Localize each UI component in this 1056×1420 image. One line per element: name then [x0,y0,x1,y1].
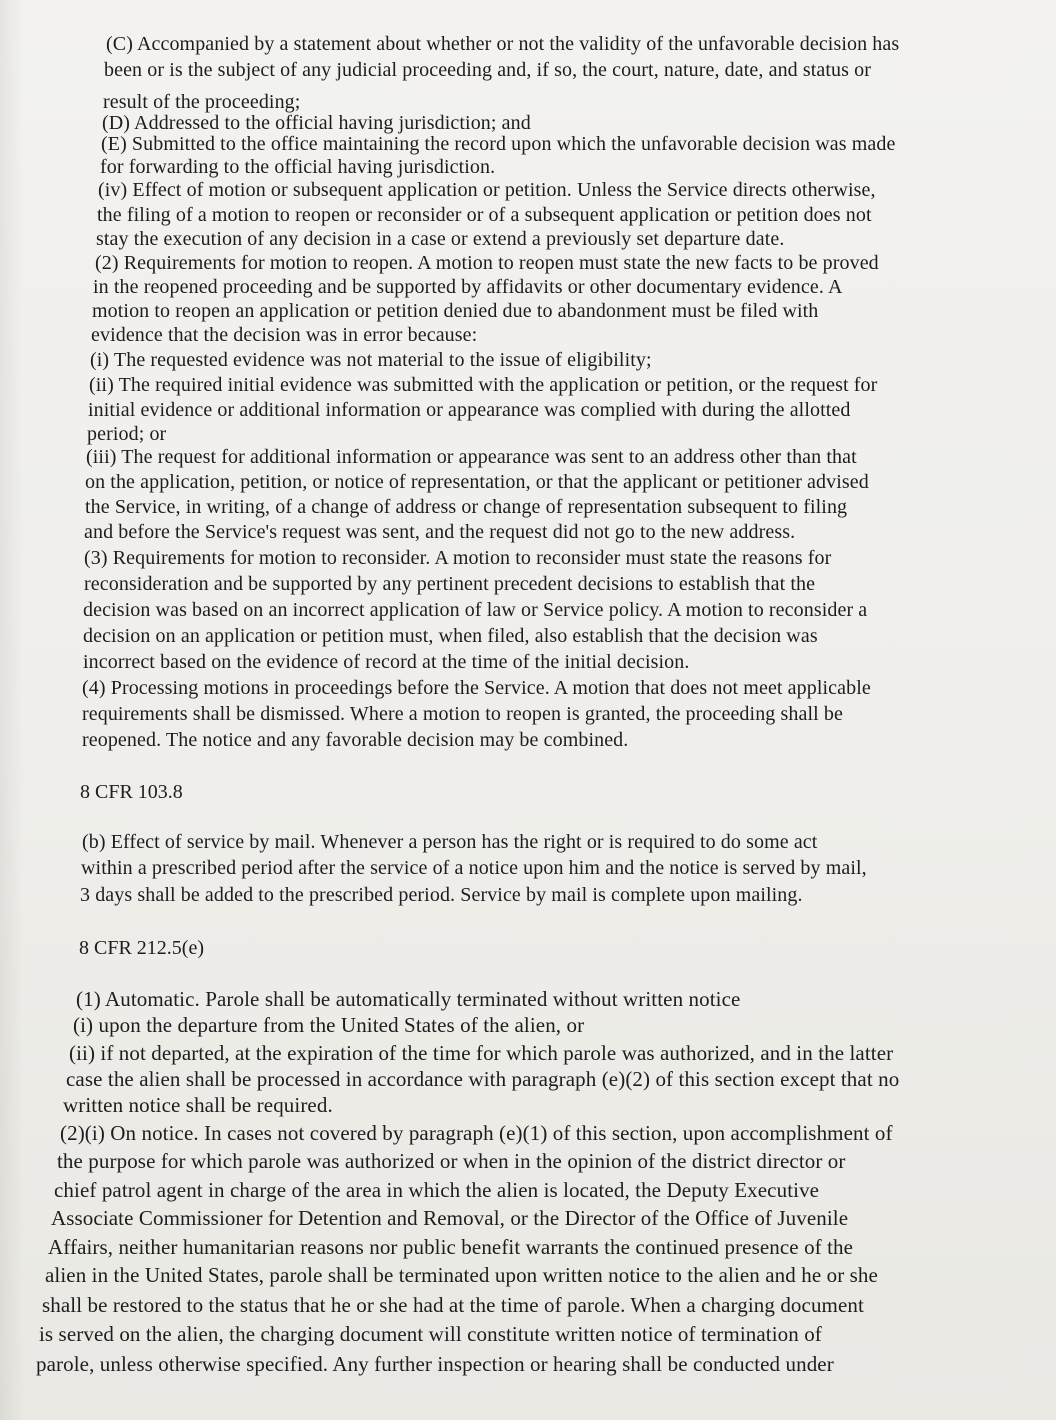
text-line: Affairs, neither humanitarian reasons nor public benefit warrants the continued presence of the [48,1235,854,1259]
text-line: been or is the subject of any judicial proceeding and, if so, the court, nature, date, and status or [104,59,871,81]
text-line: (D) Addressed to the official having jurisdiction; and [102,112,531,134]
text-line: (b) Effect of service by mail. Whenever a person has the right or is required to do some act [82,831,818,853]
text-line: decision on an application or petition must, when filed, also establish that the decision was [83,625,818,647]
text-line: (1) Automatic. Parole shall be automatically terminated without written notice [76,987,741,1011]
text-line: in the reopened proceeding and be supported by affidavits or other documentary evidence. A [93,276,843,298]
text-line: parole, unless otherwise specified. Any further inspection or hearing shall be conducted under [36,1352,834,1376]
text-line: and before the Service's request was sent, and the request did not go to the new address. [84,521,796,543]
text-line: (iv) Effect of motion or subsequent application or petition. Unless the Service directs otherwise, [98,179,876,201]
text-line: initial evidence or additional information or appearance was complied with during the allotted [88,399,851,421]
section-heading: 8 CFR 103.8 [80,781,183,803]
text-line: on the application, petition, or notice of representation, or that the applicant or petitioner advised [85,471,869,493]
text-line: evidence that the decision was in error because: [91,324,478,346]
text-line: (ii) if not departed, at the expiration of the time for which parole was authorized, and in the latter [69,1041,894,1065]
text-line: is served on the alien, the charging document will constitute written notice of termination of [39,1322,822,1346]
text-line: (i) upon the departure from the United States of the alien, or [73,1013,585,1037]
text-line: chief patrol agent in charge of the area in which the alien is located, the Deputy Executive [54,1178,820,1202]
text-line: motion to reopen an application or petition denied due to abandonment must be filed with [92,300,819,322]
text-line: (iii) The request for additional information or appearance was sent to an address other than that [86,446,857,468]
text-line: the Service, in writing, of a change of address or change of representation subsequent to filing [85,496,848,518]
text-line: incorrect based on the evidence of record at the time of the initial decision. [83,651,690,673]
text-line: period; or [87,423,167,445]
text-line: for forwarding to the official having jurisdiction. [100,156,496,178]
text-line: written notice shall be required. [63,1093,333,1117]
text-line: (2)(i) On notice. In cases not covered by paragraph (e)(1) of this section, upon accomplishment of [60,1121,893,1145]
text-line: Associate Commissioner for Detention and Removal, or the Director of the Office of Juvenile [51,1206,849,1230]
text-line: case the alien shall be processed in accordance with paragraph (e)(2) of this section except that no [66,1067,900,1091]
text-line: stay the execution of any decision in a case or extend a previously set departure date. [96,228,785,250]
text-line: reopened. The notice and any favorable decision may be combined. [82,729,629,751]
text-line: requirements shall be dismissed. Where a motion to reopen is granted, the proceeding shall be [82,703,843,725]
text-line: (4) Processing motions in proceedings before the Service. A motion that does not meet applicable [82,677,871,699]
page-edge-shadow [0,0,24,1420]
text-line: the purpose for which parole was authorized or when in the opinion of the district director or [57,1149,846,1173]
text-line: result of the proceeding; [103,91,301,113]
text-line: within a prescribed period after the service of a notice upon him and the notice is served by mail, [81,857,867,879]
text-line: (ii) The required initial evidence was submitted with the application or petition, or the request for [89,374,878,396]
text-line: alien in the United States, parole shall be terminated upon written notice to the alien and he or she [45,1263,878,1287]
section-heading: 8 CFR 212.5(e) [79,937,204,959]
text-line: reconsideration and be supported by any pertinent precedent decisions to establish that the [84,573,816,595]
text-line: shall be restored to the status that he or she had at the time of parole. When a charging document [42,1293,864,1317]
text-line: the filing of a motion to reopen or reconsider or of a subsequent application or petition does not [97,204,872,226]
text-line: decision was based on an incorrect application of law or Service policy. A motion to reconsider a [83,599,868,621]
text-line: (i) The requested evidence was not material to the issue of eligibility; [90,349,652,371]
text-line: (2) Requirements for motion to reopen. A motion to reopen must state the new facts to be proved [95,252,879,274]
text-line: (E) Submitted to the office maintaining the record upon which the unfavorable decision was made [101,133,896,155]
text-line: 3 days shall be added to the prescribed period. Service by mail is complete upon mailing. [80,884,803,906]
text-line: (3) Requirements for motion to reconsider. A motion to reconsider must state the reasons for [84,547,832,569]
text-line: (C) Accompanied by a statement about whether or not the validity of the unfavorable decision has [106,33,900,55]
